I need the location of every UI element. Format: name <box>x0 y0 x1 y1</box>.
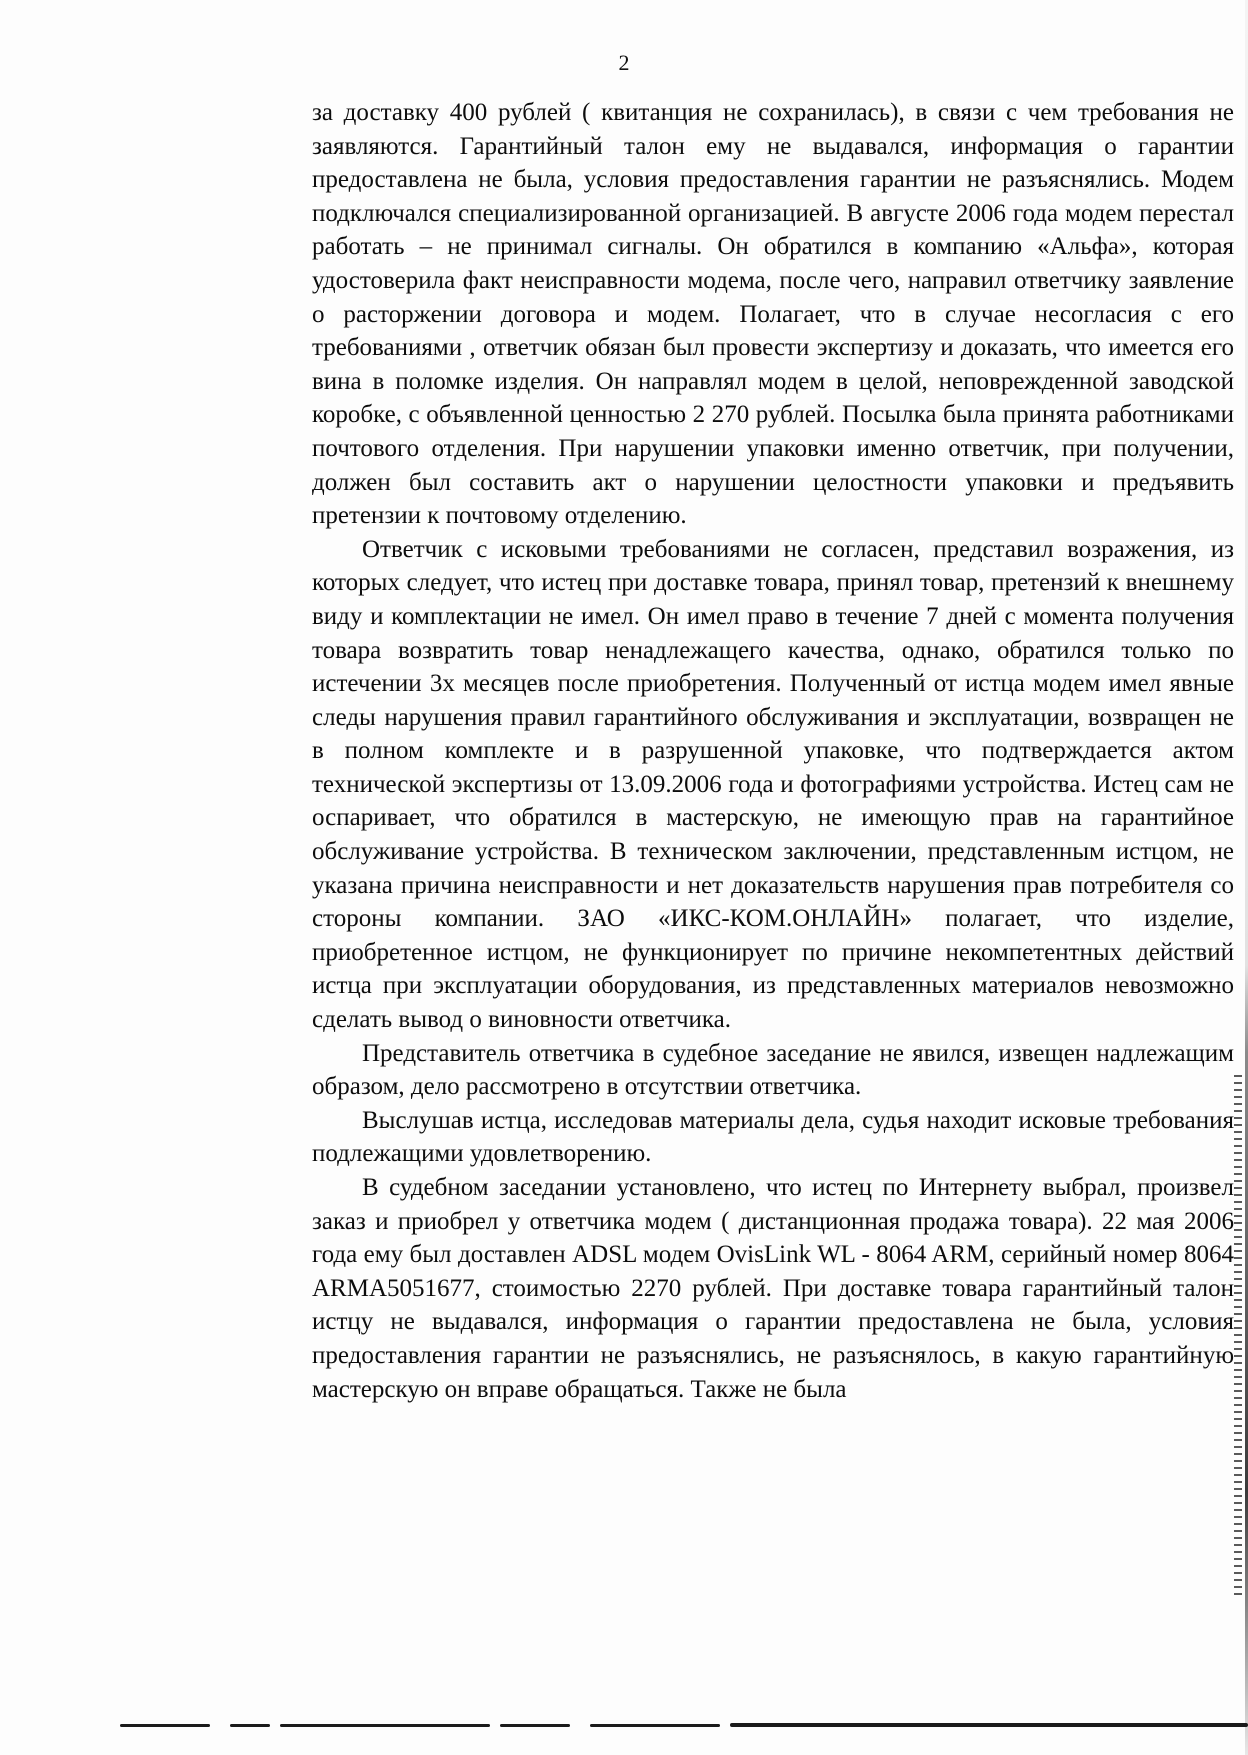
bottom-line-segment <box>230 1724 270 1727</box>
paragraph-1: за доставку 400 рублей ( квитанция не сохранилась), в связи с чем требования не заявляются. Гарантийный талон ему не выдавался, информация о гарантии предоставлена не была, условия предоставления гарантии не разъяснялись. Модем подключался специализированной организацией. В августе 2006 года модем перестал работать – не принимал сигналы. Он обратился в компанию «Альфа», которая удостоверила факт неисправности модема, после чего, направил ответчику заявление о расторжении договора и модем. Полагает, что в случае несогласия с его требованиями , ответчик обязан был провести экспертизу и доказать, что имеется его вина в поломке изделия. Он направлял модем в целой, неповрежденной заводской коробке, с объявленной ценностью 2 270 рублей. Посылка была принята работниками почтового отделения. При нарушении упаковки именно ответчик, при получении, должен был составить акт о нарушении целостности упаковки и предъявить претензии к почтовому отделению. <box>312 99 1234 530</box>
paragraph-5: В судебном заседании установлено, что истец по Интернету выбрал, произвел заказ и приобрел у ответчика модем ( дистанционная продажа товара). 22 мая 2006 года ему был доставлен ADSL модем OvisLink WL - 8064 ARM, серийный номер 8064 ARMA5051677, стоимостью 2270 рублей. При доставке товара гарантийный талон истцу не выдавался, информация о гарантии предоставлена не была, условия предоставления гарантии не разъяснялись, не разъяснялось, в какую гарантийную мастерскую он вправе обращаться. Также не была <box>312 1174 1234 1403</box>
paragraph-3: Представитель ответчика в судебное заседание не явился, извещен надлежащим образом, дело рассмотрено в отсутствии ответчика. <box>312 1039 1234 1101</box>
bottom-line-segment <box>730 1723 1248 1727</box>
bottom-line-segment <box>500 1724 570 1727</box>
paragraph-4: Выслушав истца, исследовав материалы дела, судья находит исковые требования подлежащими удовлетворению. <box>312 1106 1234 1168</box>
bottom-line-segment <box>120 1724 210 1727</box>
scan-edge-marks <box>1234 1075 1242 1595</box>
bottom-scan-line <box>120 1722 1248 1728</box>
bottom-line-segment <box>590 1724 720 1727</box>
page-number: 2 <box>618 50 630 75</box>
bottom-line-segment <box>280 1724 490 1727</box>
document-body <box>312 96 1234 1406</box>
paragraph-2: Ответчик с исковыми требованиями не согласен, представил возражения, из которых следует, что истец при доставке товара, принял товар, претензий к внешнему виду и комплектации не имел. Он имел право в течение 7 дней с момента получения товара возвратить товар ненадлежащего качества, однако, обратился только по истечении 3х месяцев после приобретения. Полученный от истца модем имел явные следы нарушения правил гарантийного обслуживания и эксплуатации, возвращен не в полном комплекте и в разрушенной упаковке, что подтверждается актом технической экспертизы от 13.09.2006 года и фотографиями устройства. Истец сам не оспаривает, что обратился в мастерскую, не имеющую прав на гарантийное обслуживание устройства. В техническом заключении, представленным истцом, не указана причина неисправности и нет доказательств нарушения прав потребителя со стороны компании. ЗАО «ИКС-КОМ.ОНЛАЙН» полагает, что изделие, приобретенное истцом, не функционирует по причине некомпетентных действий истца при эксплуатации оборудования, из представленных материалов невозможно сделать вывод о виновности ответчика. <box>312 535 1234 1034</box>
